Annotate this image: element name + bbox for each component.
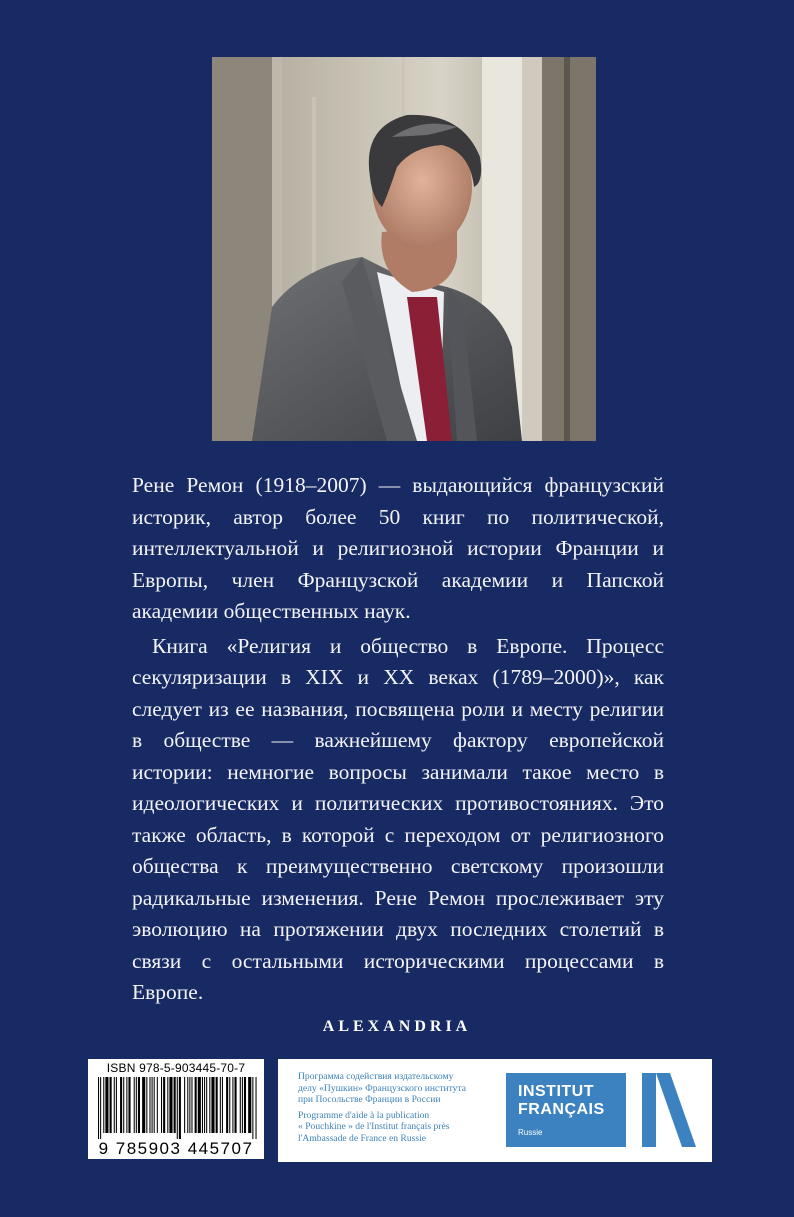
barcode-bar — [110, 1077, 112, 1133]
ean-number: 9 785903 445707 — [98, 1139, 254, 1158]
barcode-bar — [138, 1077, 140, 1133]
barcode-bar — [114, 1077, 115, 1133]
barcode-bar — [146, 1077, 147, 1133]
barcode-bar — [149, 1077, 150, 1133]
support-fr-line: Programme d'aide à la publication — [298, 1109, 430, 1121]
barcode-bar — [222, 1077, 223, 1133]
barcode-bar — [105, 1077, 108, 1133]
barcode-bar — [235, 1077, 237, 1133]
barcode-bar — [191, 1077, 192, 1133]
barcode-bar — [154, 1077, 155, 1133]
barcode-bar — [209, 1077, 210, 1133]
author-bio-paragraph: Рене Ремон (1918–2007) — выдающийся французский историк, автор более 50 книг по политической, интеллектуальной и религиозной истории Франции и Европы, член Французской академии и Папской академии общественных наук. — [132, 473, 664, 623]
logo-line-francais: FRANÇAIS — [518, 1101, 605, 1118]
support-ru-line: делу «Пушкин» Французского института — [298, 1082, 467, 1094]
barcode-bar — [242, 1077, 243, 1133]
barcode-bar — [167, 1077, 168, 1133]
barcode-bar — [252, 1077, 253, 1139]
barcode-bar — [189, 1077, 190, 1133]
support-fr-line: l'Ambassade de France en Russie — [298, 1132, 427, 1144]
barcode-bar — [134, 1077, 135, 1133]
barcode-bar — [256, 1077, 257, 1139]
barcode-bar — [169, 1077, 172, 1133]
logo-line-institut: INSTITUT — [518, 1083, 594, 1100]
institut-francais-logo — [506, 1073, 626, 1147]
barcode-bar — [220, 1077, 221, 1133]
barcode-bar — [177, 1077, 178, 1139]
support-fr-line: « Pouchkine » de l'Institut français près — [298, 1121, 450, 1132]
barcode-bar — [226, 1077, 228, 1133]
barcode-bars — [96, 1077, 258, 1139]
isbn-number: ISBN 978-5-903445-70-7 — [106, 1061, 246, 1075]
barcode-bar — [184, 1077, 185, 1133]
barcode-bar — [126, 1077, 127, 1133]
barcode-bar — [123, 1077, 124, 1133]
barcode-bar — [161, 1077, 162, 1133]
book-description — [132, 470, 664, 1009]
barcode-bar — [204, 1077, 205, 1133]
barcode-bar — [187, 1077, 188, 1133]
barcode-bar — [244, 1077, 246, 1133]
author-portrait — [212, 57, 596, 441]
barcode-bar — [240, 1077, 241, 1133]
barcode-bar — [202, 1077, 203, 1133]
support-panel — [278, 1059, 712, 1162]
publisher-name: ALEXANDRIA — [322, 1018, 472, 1035]
barcode-bar — [232, 1077, 233, 1133]
barcode-bar — [100, 1077, 101, 1139]
barcode-bar — [195, 1077, 197, 1133]
barcode-bar — [163, 1077, 165, 1133]
barcode-bar — [179, 1077, 181, 1139]
barcode-bar — [128, 1077, 130, 1133]
barcode-bar — [174, 1077, 176, 1133]
barcode-bar — [120, 1077, 122, 1133]
alexandria-lambda-logo — [640, 1073, 696, 1147]
barcode-bar — [229, 1077, 230, 1133]
isbn-barcode — [88, 1059, 264, 1159]
barcode-bar — [98, 1077, 99, 1139]
logo-line-russie: Russie — [518, 1128, 543, 1137]
barcode-bar — [152, 1077, 153, 1133]
barcode-bar — [198, 1077, 201, 1133]
barcode-bar — [216, 1077, 218, 1133]
barcode-bar — [136, 1077, 137, 1133]
barcode-bar — [206, 1077, 207, 1133]
barcode-bar — [211, 1077, 214, 1133]
barcode-bar — [157, 1077, 158, 1133]
barcode-bar — [248, 1077, 251, 1133]
support-program-text — [298, 1071, 498, 1144]
book-summary-paragraph: Книга «Религия и общество в Европе. Процесс секуляризации в XIX и XX веках (1789–2000)», как следует из ее названия, посвящена роли и месту религии в обществе — важнейшему фактору европейской истории: немногие вопросы занимали такое место в идеологических и политических противостояниях. Это также область, в которой с переходом от религиозного общества к преимущественно светскому произошли радикальные изменения. Рене Ремон прослеживает эту эволюцию на протяжении двух последних столетий в связи с остальными историческими процессами в Европе. — [132, 633, 664, 1004]
barcode-bar — [116, 1077, 117, 1133]
barcode-bar — [103, 1077, 104, 1133]
support-ru-line: при Посольстве Франции в России — [298, 1094, 441, 1105]
support-ru-line: Программа содействия издательскому — [298, 1071, 454, 1082]
barcode-bar — [142, 1077, 145, 1133]
